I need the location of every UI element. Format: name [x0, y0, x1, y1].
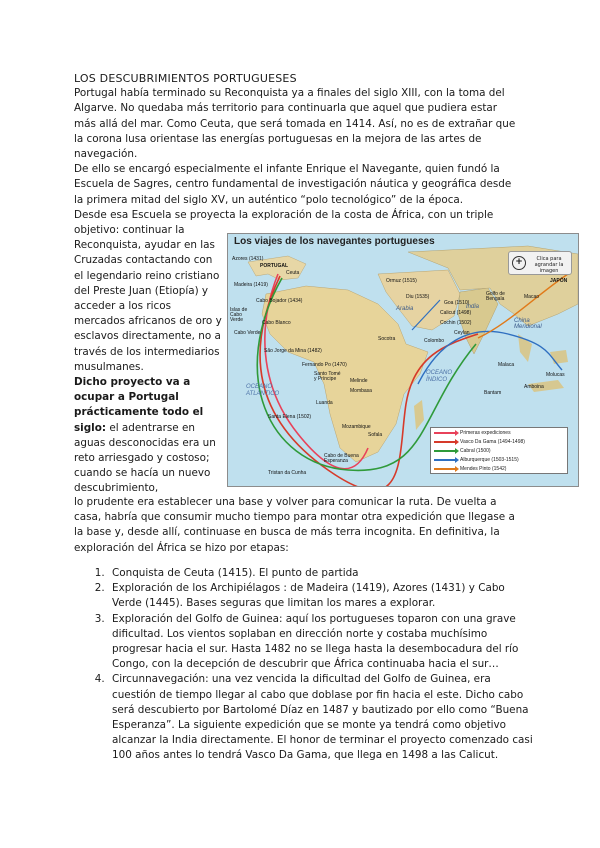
map-label-sofala: Sofala: [368, 432, 383, 438]
paragraph-3-continued: objetivo: continuar la Reconquista, ayudar en las Cruzadas contactando con el legendario reino cristiano del Preste Juan (Etiopía) y acceder a los ricos mercados africanos de oro y esclavos directamente, no a través de los intermediarios musulmanes.: [74, 224, 222, 373]
map-label-goa: Goa (1510): [444, 300, 470, 306]
map-label-molucas: Molucas: [546, 372, 565, 378]
paragraph-4-rest: el adentrarse en aguas desconocidas era un reto arriesgado y costoso; cuando se hacía un nuevo descubrimiento,: [74, 421, 216, 495]
magnifier-icon: +: [512, 256, 526, 270]
map-label-china: China Meridional: [514, 318, 542, 330]
map-label-ceylan: Ceylan: [454, 330, 470, 336]
list-item: 4. Circunnavegación: una vez vencida la dificultad del Golfo de Guinea, era cuestión de tiempo llegar al cabo que doblase por fin hacia el este. Dicho cabo será descubierto por Bartolomé Díaz en 1487 y bautizado por ello como “Buena Esperanza”. La siguiente expedición que se monte ya tendrá como objetivo alcanzar la India directamente. El honor de terminar el proyecto comenzado casi 100 años antes lo tendrá Vasco Da Gama, que llega en 1498 a las Calicut.: [108, 672, 536, 763]
map-label-diu: Diu (1535): [406, 294, 430, 300]
paragraph-4: [74, 375, 224, 497]
map-label-islas-cabo-verde: Islas de Cabo Verde: [230, 307, 248, 323]
page-title: LOS DESCUBRIMIENTOS PORTUGUESES: [74, 72, 297, 85]
map-label-oceano-atlantico: OCEANO ATLÁNTICO: [246, 384, 280, 397]
list-item: 2. Exploración de los Archipiélagos : de Madeira (1419), Azores (1431) y Cabo Verde (1445). Bases seguras que limitan los mares a explorar.: [108, 581, 536, 611]
map-label-amboina: Amboina: [524, 384, 544, 390]
zoom-button[interactable]: [508, 251, 572, 275]
stages-list: [90, 566, 536, 764]
map-label-arabia: Arabia: [396, 306, 414, 312]
map-legend: [430, 427, 568, 474]
map-label-sao-jorge: São Jorge da Mina (1482): [264, 348, 322, 354]
map-title: Los viajes de los navegantes portugueses: [234, 236, 435, 247]
map-label-cochin: Cochin (1502): [440, 320, 472, 326]
paragraph-4-bold: Dicho proyecto va a ocupar a Portugal prácticamente todo el siglo:: [74, 376, 204, 434]
map-label-mozambique: Mozambique: [342, 424, 371, 430]
legend-row: [431, 446, 567, 455]
list-item: 1. Conquista de Ceuta (1415). El punto de partida: [108, 566, 536, 581]
map-label-india: India: [466, 304, 480, 310]
map-label-socotra: Socotra: [378, 336, 396, 342]
legend-swatch: [434, 450, 456, 452]
legend-swatch: [434, 468, 456, 470]
map-label-fernando-po: Fernando Po (1470): [302, 362, 347, 368]
paragraph-2: De ello se encargó especialmente el infante Enrique el Navegante, quien fundó la Escuela de Sagres, centro fundamental de investigación náutica y geográfica desde la primera mitad del siglo XV, un auténtico “polo tecnológico” de la época.: [74, 163, 512, 206]
map-label-bojador: Cabo Bojador (1434): [256, 298, 303, 304]
map-label-mombasa: Mombasa: [350, 388, 372, 394]
map-label-tristan: Tristan da Cunha: [268, 470, 307, 476]
legend-row: [431, 464, 567, 473]
legend-label: Vasco Da Gama (1494-1498): [460, 438, 525, 445]
map-label-japon: JAPÓN: [550, 278, 568, 284]
map-label-calicut: Calicut (1498): [440, 310, 472, 316]
map-label-golfo-bengala: Golfo de Bengala: [486, 291, 505, 302]
legend-swatch: [434, 441, 456, 443]
map-label-cabo-blanco: Cabo Blanco: [262, 320, 291, 326]
map-label-luanda: Luanda: [316, 400, 333, 406]
map-label-ceuta: Ceuta: [286, 270, 300, 276]
map-label-azores: Azores (1431): [232, 256, 264, 262]
legend-row: [431, 437, 567, 446]
paragraph-5: lo prudente era establecer una base y volver para comunicar la ruta. De vuelta a casa, habría que consumir mucho tiempo para montar otra expedición que llegase a la base y, desde allí, continuase en busca de más terra incognita. En definitiva, la exploración del África se hizo por etapas:: [74, 496, 515, 554]
map-label-colombo: Colombo: [424, 338, 445, 344]
voyages-map[interactable]: [227, 233, 579, 487]
map-label-santo-tome: Santo Tomé y Príncipe: [314, 371, 341, 382]
legend-swatch: [434, 432, 456, 434]
legend-row: [431, 428, 567, 437]
map-label-madeira: Madeira (1419): [234, 282, 268, 288]
map-label-melinde: Melinde: [350, 378, 368, 384]
legend-label: Mendes Pinto (1542): [460, 465, 507, 472]
legend-label: Primeras expediciones: [460, 429, 511, 436]
map-label-bantam: Bantam: [484, 390, 502, 396]
map-label-macao: Macao: [524, 294, 540, 300]
map-label-cabo-verde: Cabo Verde: [234, 330, 261, 336]
map-label-buena-esperanza: Cabo de Buena Esperanza: [324, 453, 359, 464]
legend-label: Alburquerque (1503-1515): [460, 456, 519, 463]
map-label-portugal: PORTUGAL: [260, 263, 289, 269]
paragraph-5-block: [74, 495, 522, 556]
paragraph-3: Desde esa Escuela se proyecta la exploración de la costa de África, con un triple: [74, 208, 494, 221]
legend-swatch: [434, 459, 456, 461]
map-label-malaca: Malaca: [498, 362, 515, 368]
legend-row: [431, 455, 567, 464]
map-label-santa-elena: Santa Elena (1502): [268, 414, 312, 420]
paragraph-1: Portugal había terminado su Reconquista ya a finales del siglo XIII, con la toma del Algarve. No quedaba más territorio para continuarla que aquel que pudiera estar más allá del mar. Como Ceuta, que será tomada en 1414. Así, no es de extrañar que la corona lusa orientase las energías portuguesas en la mejora de las artes de navegación.: [74, 87, 516, 161]
legend-label: Cabral (1500): [460, 447, 491, 454]
map-label-ormuz: Ormuz (1515): [386, 278, 417, 284]
wrapped-column: [74, 223, 224, 497]
list-item: 3. Exploración del Golfo de Guinea: aquí los portugueses toparon con una grave dificultad. Los vientos soplaban en dirección norte y costaba muchísimo progresar hacia el sur. Hasta 1482 no se llega hasta la desembocadura del río Congo, con la decepción de descubrir que África continuaba hacia el sur…: [108, 612, 536, 673]
map-label-oceano-indico: OCEANO ÍNDICO: [426, 370, 453, 383]
zoom-text: Clica para agrandar la imagen: [534, 256, 564, 274]
